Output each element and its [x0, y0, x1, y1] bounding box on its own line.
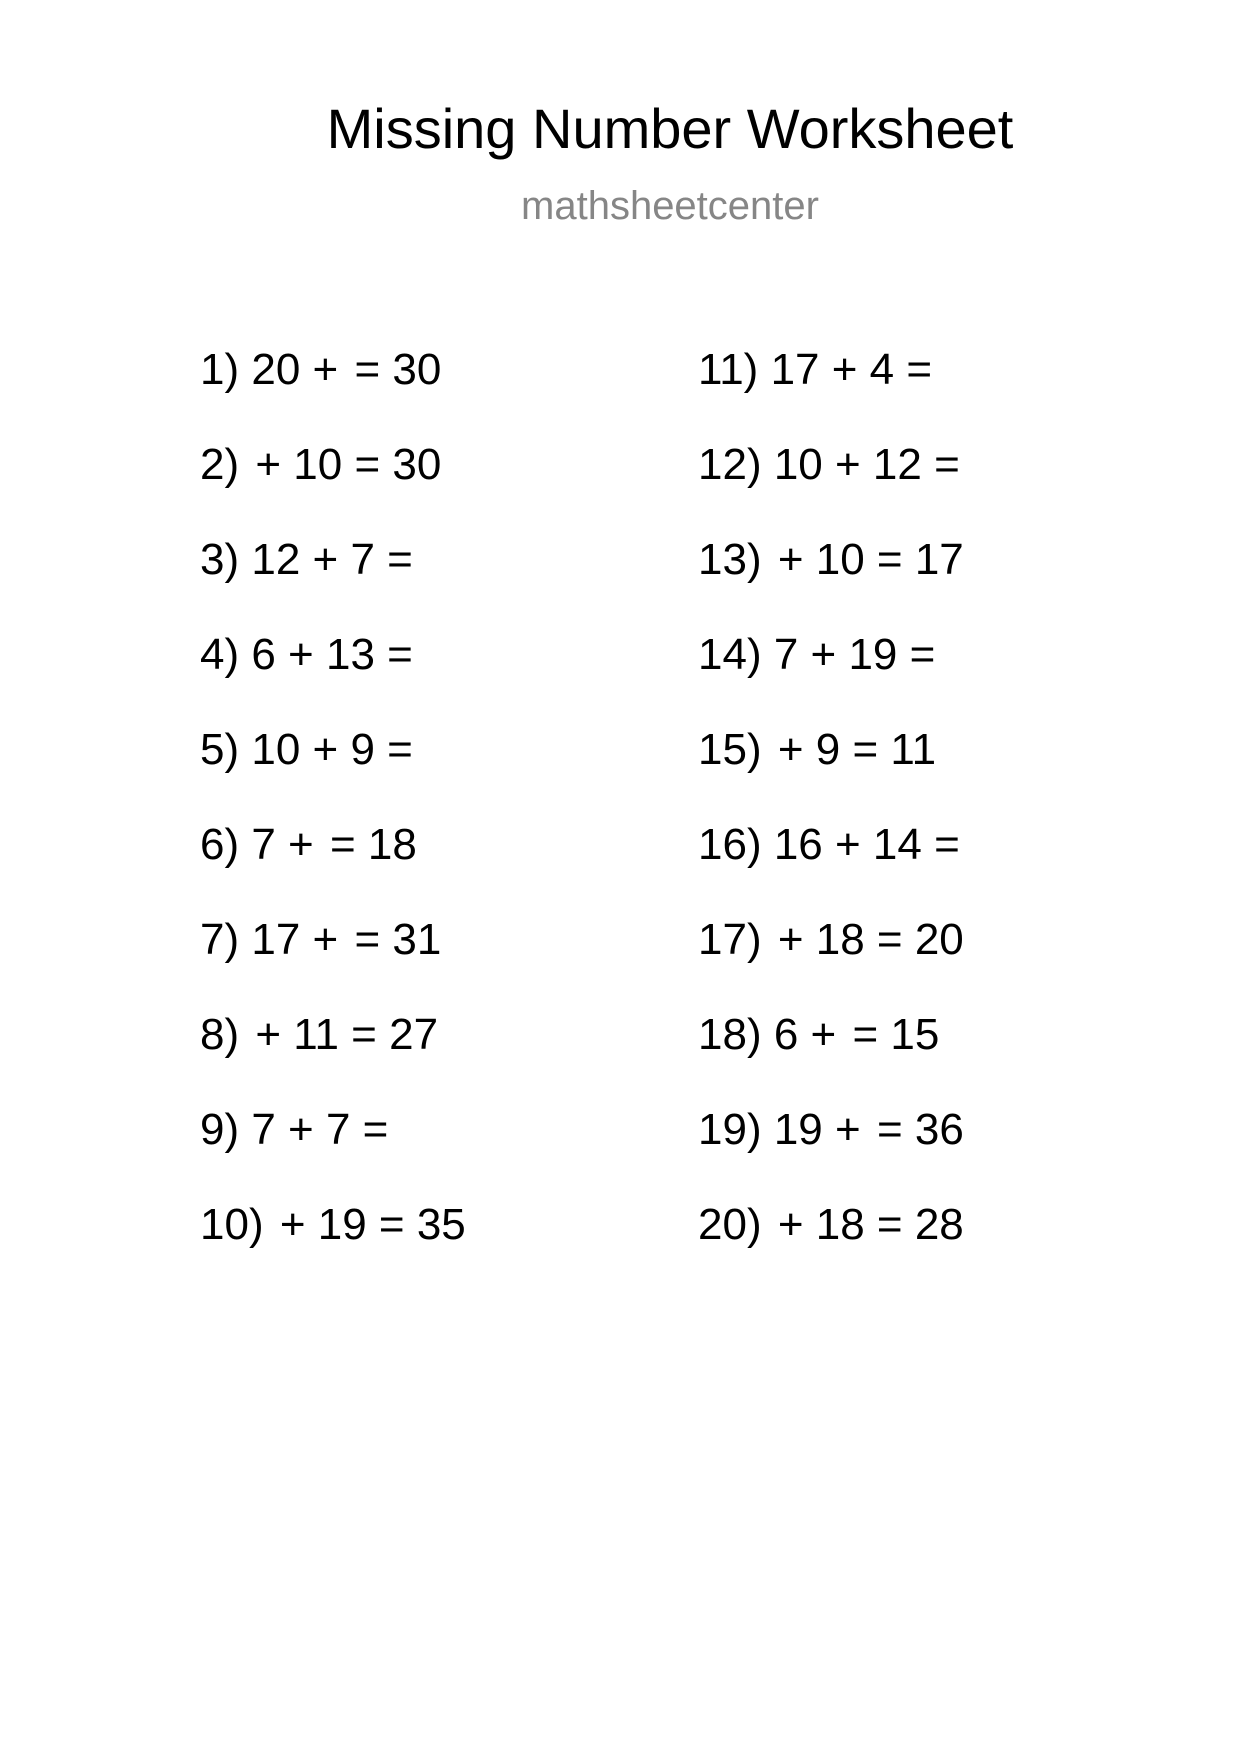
problem-before: 16 + 14 =: [773, 820, 960, 869]
problem-before: 17 + 4 =: [770, 345, 933, 394]
problem-number: 20): [698, 1200, 762, 1249]
problem-20: [698, 1199, 964, 1294]
problem-after: + 18 = 20: [777, 915, 964, 964]
problem-3: [200, 534, 466, 629]
problem-number: 14): [698, 630, 762, 679]
problem-after: + 10 = 17: [777, 535, 964, 584]
problem-number: 18): [698, 1010, 762, 1059]
problem-number: 16): [698, 820, 762, 869]
problem-after: = 15: [852, 1010, 940, 1059]
problem-number: 11): [698, 345, 759, 394]
problem-18: [698, 1009, 964, 1104]
problem-after: + 10 = 30: [255, 440, 442, 489]
problem-number: 2): [200, 440, 240, 489]
problem-after: = 36: [876, 1105, 964, 1154]
problem-before: 20 +: [251, 345, 339, 394]
problem-before: 7 +: [251, 820, 314, 869]
problem-number: 1): [200, 345, 240, 394]
problem-13: [698, 534, 964, 629]
problem-15: [698, 724, 964, 819]
problem-number: 5): [200, 725, 240, 774]
problem-9: [200, 1104, 466, 1199]
problem-2: [200, 439, 466, 534]
problem-after: = 30: [354, 345, 442, 394]
problem-14: [698, 629, 964, 724]
problem-before: 6 +: [773, 1010, 837, 1059]
problem-after: + 18 = 28: [777, 1200, 964, 1249]
problem-before: 6 + 13 =: [251, 630, 413, 679]
worksheet-title: Missing Number Worksheet: [326, 97, 1014, 160]
problem-before: 12 + 7 =: [251, 535, 413, 584]
problem-number: 3): [200, 535, 240, 584]
problem-number: 19): [698, 1105, 762, 1154]
problem-number: 4): [200, 630, 240, 679]
problems-column-right: [698, 344, 964, 1294]
problem-after: = 18: [329, 820, 417, 869]
problem-number: 10): [200, 1200, 264, 1249]
problem-6: [200, 819, 466, 914]
problem-before: 17 +: [251, 915, 339, 964]
problem-number: 17): [698, 915, 762, 964]
problem-1: [200, 344, 466, 439]
problem-number: 8): [200, 1010, 240, 1059]
problem-11: [698, 344, 964, 439]
problem-17: [698, 914, 964, 1009]
problem-5: [200, 724, 466, 819]
problem-7: [200, 914, 466, 1009]
problem-12: [698, 439, 964, 534]
problem-number: 9): [200, 1105, 240, 1154]
problems-column-left: [200, 344, 466, 1294]
problem-8: [200, 1009, 466, 1104]
problem-4: [200, 629, 466, 724]
problem-10: [200, 1199, 466, 1294]
problem-after: + 19 = 35: [279, 1200, 466, 1249]
problem-number: 7): [200, 915, 240, 964]
problem-16: [698, 819, 964, 914]
problem-19: [698, 1104, 964, 1199]
problem-number: 13): [698, 535, 762, 584]
worksheet-subtitle: mathsheetcenter: [521, 184, 819, 228]
problem-before: 10 + 12 =: [773, 440, 960, 489]
problem-number: 15): [698, 725, 762, 774]
problem-before: 19 +: [773, 1105, 861, 1154]
problem-before: 7 + 7 =: [251, 1105, 389, 1154]
problem-after: + 9 = 11: [777, 725, 937, 774]
problem-after: = 31: [354, 915, 442, 964]
problem-number: 6): [200, 820, 240, 869]
problem-after: + 11 = 27: [255, 1010, 439, 1059]
problem-before: 7 + 19 =: [773, 630, 936, 679]
problem-before: 10 + 9 =: [251, 725, 413, 774]
problem-number: 12): [698, 440, 762, 489]
